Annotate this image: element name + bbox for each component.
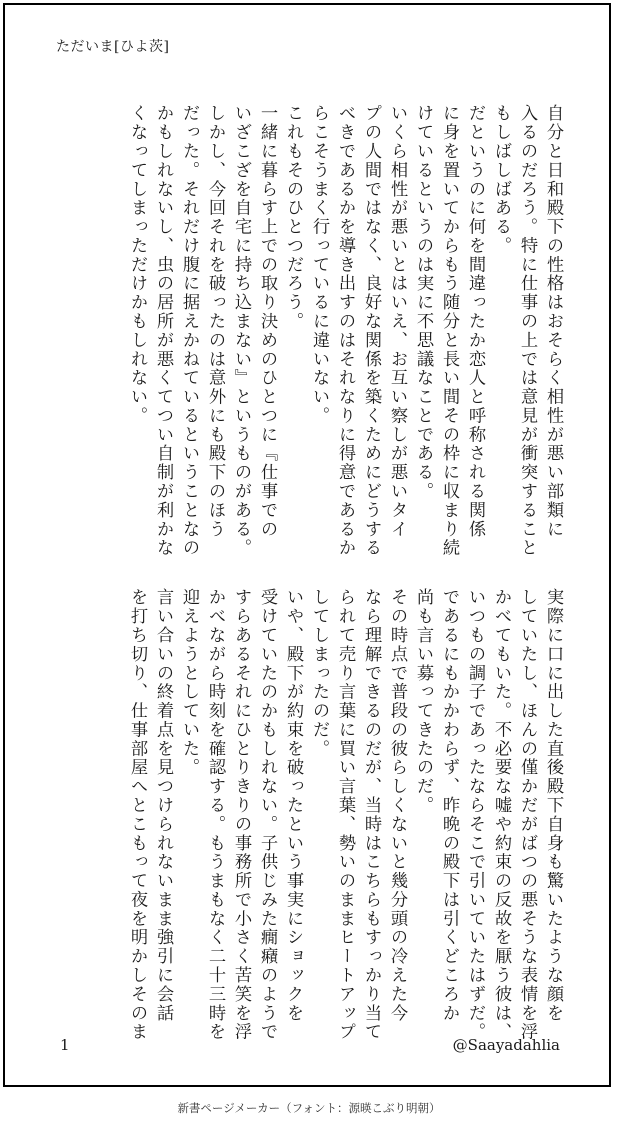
text-line: もしばしばある。 [491,104,511,256]
text-line: 言い合いの終着点を見つけられないまま強引に会話 [153,588,173,1023]
text-line: その時点で普段の彼らしくないと幾分頭の冷えた今 [387,588,407,1023]
text-line: であるにもかかわらず、昨晩の殿下は引くどころか [439,588,459,1023]
text-line: くなってしまっただけかもしれない。 [127,104,147,426]
text-line: 入るのだろう。特に仕事の上では意見が衝突すること [517,104,537,558]
page-title: ただいま[ひよ茨] [56,39,170,55]
text-line: けているというのは実に不思議なことである。 [413,104,433,501]
text-line: しかし、今回それを破ったのは意外にも殿下のほう [205,104,225,539]
text-line: だというのに何を間違ったか恋人と呼称される関係 [465,104,485,539]
text-block-top [56,104,566,558]
text-line: に身を置いてからもう随分と長い間その枠に収まり続 [439,104,459,558]
text-line: いくら相性が悪いとはいえ、お互い察しが悪いタイ [387,104,407,539]
text-line: すらあるそれにひとりきりの事務所で小さく苦笑を浮 [231,588,251,1042]
text-line: られて売り言葉に買い言葉、勢いのままヒートアップ [335,588,355,1042]
text-line: していたし、ほんの僅かだがばつの悪そうな表情を浮 [517,588,537,1042]
generator-credit: 新書ページメーカー（フォント：源暎こぶり明朝） [177,1101,441,1115]
text-line: かべてもいた。不必要な嘘や約束の反故を厭う彼は、 [491,588,511,1042]
text-line: を打ち切り、仕事部屋へとこもって夜を明かしそのま [127,588,147,1042]
text-line: べきであるかを導き出すのはそれなりに得意であるか [335,104,355,558]
text-line: してしまったのだ。 [309,588,329,759]
page-number: 1 [60,1036,70,1054]
text-line: かべながら時刻を確認する。もうまもなく二十三時を [205,588,225,1042]
text-line: プの人間ではなく、良好な関係を築くためにどうする [361,104,381,558]
text-line: 実際に口に出した直後殿下自身も驚いたような顔を [543,588,563,1023]
text-line: いざこざを自宅に持ち込まない』というものがある。 [231,104,251,558]
text-line: だった。それだけ腹に据えかねているということなの [179,104,199,558]
text-line: 迎えようとしていた。 [179,588,199,777]
text-line: 一緒に暮らす上での取り決めのひとつに『仕事での [257,104,277,539]
text-line: 自分と日和殿下の性格はおそらく相性が悪い部類に [543,104,563,539]
text-line: いや、殿下が約束を破ったという事実にショックを [283,588,303,1023]
text-block-bottom [56,588,566,1042]
text-line: 受けていたのかもしれない。子供じみた癇癪のようで [257,588,277,1042]
text-line: なら理解できるのだが、当時はこちらもすっかり当て [361,588,381,1042]
text-line: いつもの調子であったならそこで引いていたはずだ。 [465,588,485,1042]
text-line: かもしれないし、虫の居所が悪くてつい自制が利かな [153,104,173,558]
text-line: らこそうまく行っているに違いない。 [309,104,329,426]
text-line: 尚も言い募ってきたのだ。 [413,588,433,815]
author-handle: @Saayadahlia [452,1036,560,1054]
text-line: これもそのひとつだろう。 [283,104,303,331]
